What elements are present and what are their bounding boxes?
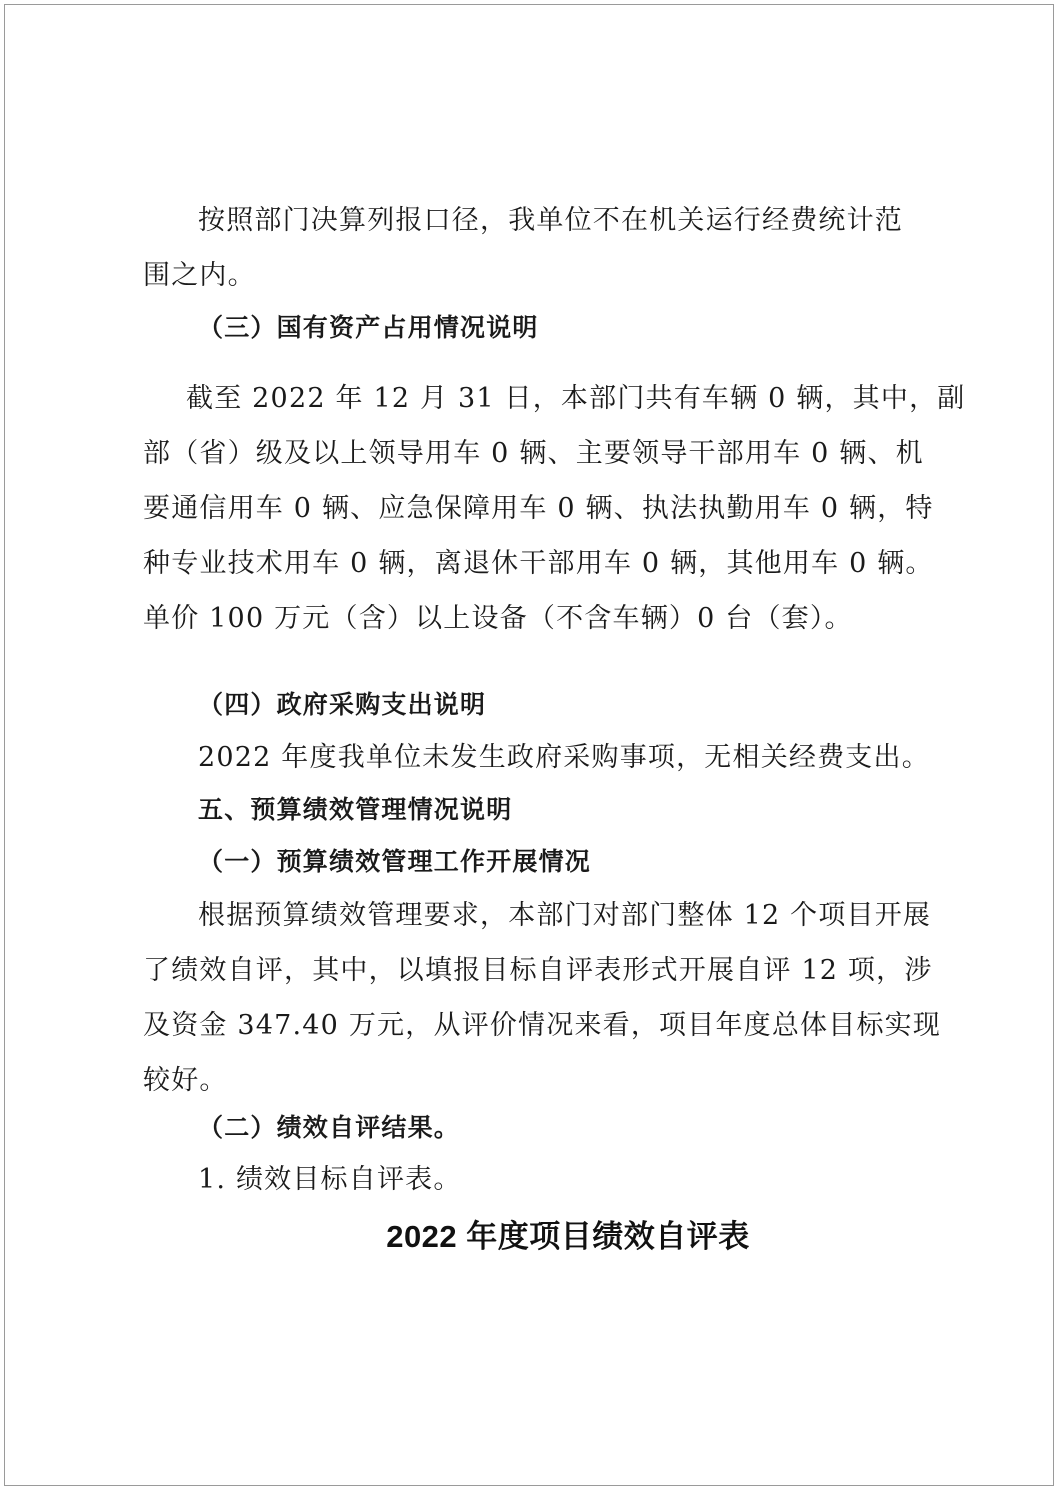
table-title: 2022 年度项目绩效自评表: [386, 1219, 750, 1254]
section-heading-work: （一）预算绩效管理工作开展情况: [198, 847, 592, 876]
paragraph-line: 及资金 347.40 万元，从评价情况来看，项目年度总体目标实现: [143, 1010, 942, 1041]
paragraph-line: 较好。: [143, 1065, 228, 1096]
paragraph-line: 部（省）级及以上领导用车 0 辆、主要领导干部用车 0 辆、机: [143, 438, 924, 469]
paragraph-line: 种专业技术用车 0 辆，离退休干部用车 0 辆，其他用车 0 辆。: [143, 548, 934, 579]
section-heading-procurement: （四）政府采购支出说明: [198, 690, 487, 719]
paragraph-line: 根据预算绩效管理要求，本部门对部门整体 12 个项目开展: [198, 900, 932, 931]
paragraph-line: 按照部门决算列报口径，我单位不在机关运行经费统计范: [198, 205, 903, 236]
section-heading-assets: （三）国有资产占用情况说明: [198, 313, 539, 342]
paragraph-line: 了绩效自评，其中，以填报目标自评表形式开展自评 12 项，涉: [143, 955, 933, 986]
paragraph-line: 2022 年度我单位未发生政府采购事项，无相关经费支出。: [198, 742, 930, 773]
paragraph-line: 单价 100 万元（含）以上设备（不含车辆）0 台（套）。: [143, 603, 853, 634]
section-heading-results: （二）绩效自评结果。: [198, 1113, 461, 1142]
paragraph-line: 围之内。: [143, 260, 256, 291]
section-heading-performance: 五、预算绩效管理情况说明: [198, 795, 513, 824]
list-item: 1. 绩效目标自评表。: [198, 1164, 462, 1195]
paragraph-line: 要通信用车 0 辆、应急保障用车 0 辆、执法执勤用车 0 辆，特: [143, 493, 934, 524]
paragraph-line: 截至 2022 年 12 月 31 日，本部门共有车辆 0 辆，其中，副: [186, 383, 966, 414]
